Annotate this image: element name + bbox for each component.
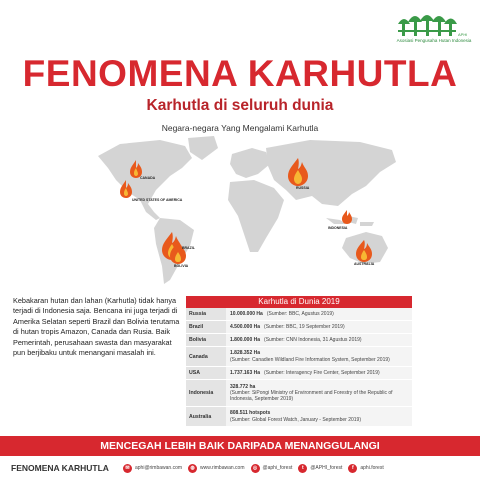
table-value-cell xyxy=(226,380,412,406)
map-label-indonesia: INDONESIA xyxy=(328,226,348,230)
logo-name: APHI xyxy=(458,32,468,37)
footer-instagram-text: @aphi_forest xyxy=(262,465,293,471)
table-value-cell xyxy=(226,347,412,366)
africa-shape xyxy=(228,180,284,252)
table-country: Brazil xyxy=(186,321,226,333)
table-amount: 4.500.000 Ha xyxy=(230,323,261,330)
map-label-russia: RUSSIA xyxy=(296,186,310,190)
footer-bar xyxy=(0,456,480,480)
table-row xyxy=(186,321,412,334)
page-title: FENOMENA KARHUTLA xyxy=(22,53,458,94)
twitter-icon: t xyxy=(298,464,307,473)
table-value-cell xyxy=(226,308,412,320)
fire-icon-indonesia xyxy=(342,210,352,224)
table-value-cell xyxy=(226,321,412,333)
table-amount: 1.828.352 Ha xyxy=(230,350,261,357)
table-source: (Sumber: Canadien Wildland Fire Information System, September 2019) xyxy=(230,356,390,363)
table-value-cell xyxy=(226,367,412,379)
footer-website[interactable] xyxy=(188,464,244,473)
footer-website-text: www.rimbawan.com xyxy=(200,465,245,471)
table-source: (Sumber: SiPongi Ministry of Environment and Forestry of the Republic of Indonesia, September 2019) xyxy=(230,389,393,403)
table-source: (Sumber: Global Forest Watch, January - September 2019) xyxy=(230,416,361,423)
table-source: (Sumber: Interagency Fire Center, September 2019) xyxy=(264,369,380,376)
logo-caption: Asosiasi Pengusaha Hutan Indonesia xyxy=(396,38,472,43)
instagram-icon: ◎ xyxy=(251,464,260,473)
map-label-bolivia: BOLIVIA xyxy=(174,264,189,268)
map-title: Negara-negara Yang Mengalami Karhutla xyxy=(161,123,319,133)
footer-twitter-text: @APHI_forest xyxy=(310,465,343,471)
table-amount: 10.000.000 Ha xyxy=(230,310,263,317)
north-america-shape xyxy=(98,140,192,204)
table-source: (Sumber: CNN Indonesia, 31 Agustus 2019) xyxy=(264,336,362,343)
globe-icon: ◍ xyxy=(188,464,197,473)
table-amount: 808.511 hotspots xyxy=(230,410,271,417)
footer-instagram[interactable] xyxy=(251,464,293,473)
footer-email-text: aphi@rimbawan.com xyxy=(135,465,183,471)
footer-title: FENOMENA KARHUTLA xyxy=(11,463,109,473)
table-amount: 328.772 ha xyxy=(230,383,256,390)
aphi-logo-mark xyxy=(392,10,476,40)
karhutla-table xyxy=(186,296,412,427)
footer-twitter[interactable] xyxy=(298,464,342,473)
table-amount: 1.800.000 Ha xyxy=(230,336,261,343)
continents xyxy=(98,136,396,284)
map-label-brazil: BRAZIL xyxy=(182,246,195,250)
table-row xyxy=(186,367,412,380)
table-amount: 1.737.163 Ha xyxy=(230,369,261,376)
table-country: Bolivia xyxy=(186,334,226,346)
table-row xyxy=(186,308,412,321)
table-country: Canada xyxy=(186,347,226,366)
table-row xyxy=(186,347,412,367)
footer-facebook[interactable] xyxy=(348,464,383,473)
facebook-icon: f xyxy=(348,464,357,473)
map-label-australia: AUSTRALIA xyxy=(354,262,375,266)
map-label-usa: UNITED STATES OF AMERICA xyxy=(132,198,183,202)
description-paragraph: Kebakaran hutan dan lahan (Karhutla) tidak hanya terjadi di Indonesia saja. Bencana ini juga terjadi di Amerika Selatan seperti Brazil dan Bolivia terutama di hutan tropis Amazon, Canada dan Rusia. Baik Pemerintah, perusahaan swasta dan masyarakat pun berjibaku untuk menangani masalah ini. xyxy=(13,296,180,358)
map-label-canada: CANADA xyxy=(140,176,156,180)
email-icon: ✉ xyxy=(123,464,132,473)
greenland-shape xyxy=(188,136,218,160)
table-row xyxy=(186,407,412,427)
table-value-cell xyxy=(226,334,412,346)
table-country: USA xyxy=(186,367,226,379)
asia-shape xyxy=(266,140,396,206)
page-subtitle: Karhutla di seluruh dunia xyxy=(146,97,334,114)
table-row xyxy=(186,380,412,407)
footer-email[interactable] xyxy=(123,464,182,473)
world-map-graphic xyxy=(90,134,402,294)
table-value-cell xyxy=(226,407,412,426)
slogan-banner: MENCEGAH LEBIH BAIK DARIPADA MENANGGULANGI xyxy=(0,436,480,456)
central-america-shape xyxy=(140,200,160,220)
footer-facebook-text: aphi.forest xyxy=(360,465,384,471)
table-source: (Sumber: BBC, Agustus 2019) xyxy=(266,310,334,317)
table-country: Indonesia xyxy=(186,380,226,406)
table-source: (Sumber: BBC, 19 September 2019) xyxy=(264,323,345,330)
aphi-logo xyxy=(392,10,476,54)
table-country: Russia xyxy=(186,308,226,320)
world-map xyxy=(90,134,402,294)
table-title: Karhutla di Dunia 2019 xyxy=(186,296,412,308)
table-country: Australia xyxy=(186,407,226,426)
europe-shape xyxy=(230,148,270,178)
table-row xyxy=(186,334,412,347)
